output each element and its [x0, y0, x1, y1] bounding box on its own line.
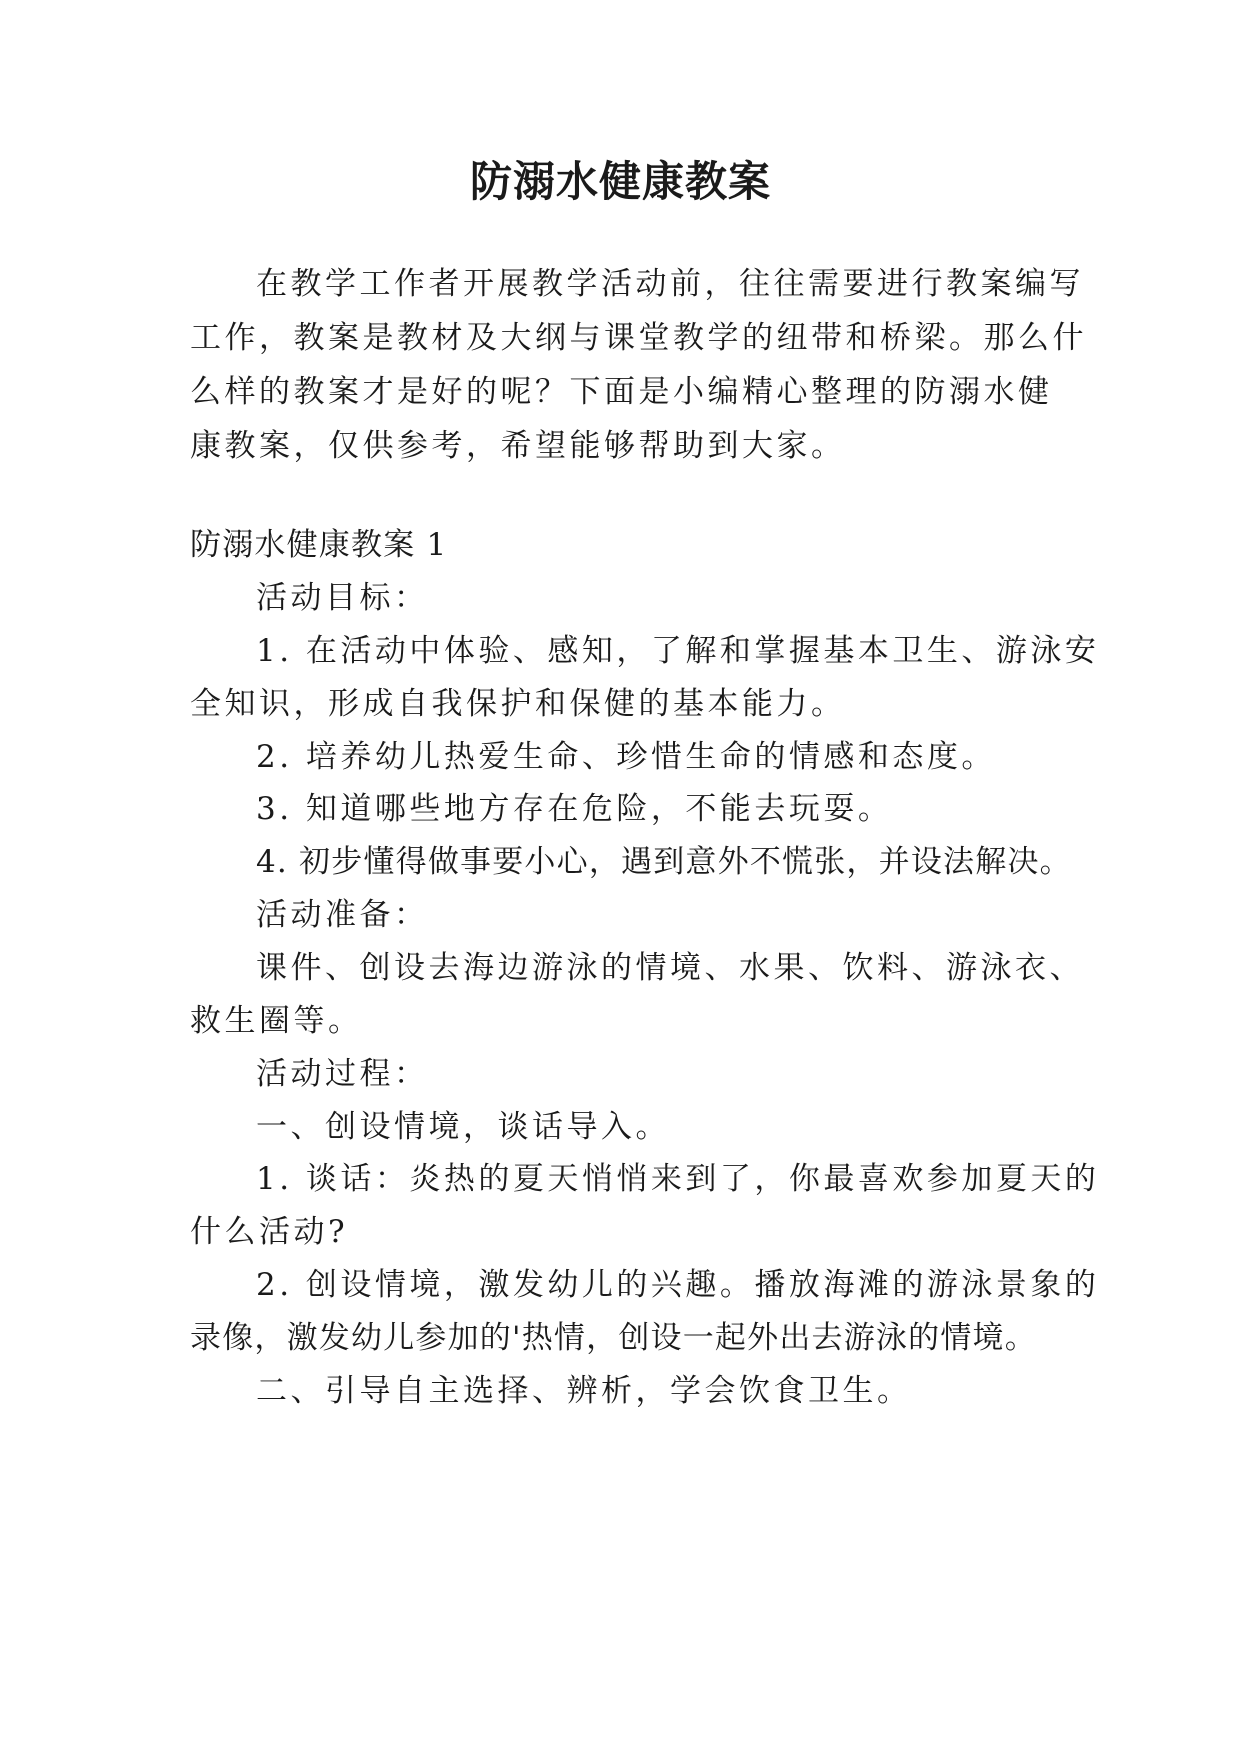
- body-line: 活动目标：: [256, 580, 429, 616]
- body-line: 2. 培养幼儿热爱生命、珍惜生命的情感和态度。: [256, 739, 996, 775]
- body-line: 1. 谈话：炎热的夏天悄悄来到了，你最喜欢参加夏天的: [256, 1161, 1100, 1197]
- body-line: 课件、创设去海边游泳的情境、水果、饮料、游泳衣、: [256, 950, 1084, 986]
- body-line: 1. 在活动中体验、感知，了解和掌握基本卫生、游泳安: [256, 633, 1100, 669]
- body-line: 3. 知道哪些地方存在危险，不能去玩耍。: [256, 791, 893, 827]
- intro-line: 么样的教案才是好的呢？下面是小编精心整理的防溺水健: [190, 374, 1053, 410]
- body-line: 活动准备：: [256, 897, 429, 933]
- body-line: 录像，激发幼儿参加的'热情，创设一起外出去游泳的情境。: [190, 1320, 1037, 1356]
- intro-line: 在教学工作者开展教学活动前，往往需要进行教案编写: [256, 266, 1084, 302]
- body-line: 二、引导自主选择、辨析，学会饮食卫生。: [256, 1373, 912, 1409]
- body-line: 一、创设情境，谈话导入。: [256, 1109, 670, 1145]
- body-line: 活动过程：: [256, 1056, 429, 1092]
- body-line: 全知识，形成自我保护和保健的基本能力。: [190, 686, 846, 722]
- body-line: 2. 创设情境，激发幼儿的兴趣。播放海滩的游泳景象的: [256, 1267, 1100, 1303]
- body-line: 救生圈等。: [190, 1003, 363, 1039]
- section-heading: 防溺水健康教案 1: [190, 527, 448, 563]
- document-title: 防溺水健康教案: [469, 157, 771, 206]
- body-line: 什么活动?: [190, 1214, 349, 1250]
- body-line: 4. 初步懂得做事要小心，遇到意外不慌张，并设法解决。: [256, 844, 1072, 880]
- intro-line: 工作，教案是教材及大纲与课堂教学的纽带和桥梁。那么什: [190, 320, 1087, 356]
- intro-line: 康教案，仅供参考，希望能够帮助到大家。: [190, 428, 846, 464]
